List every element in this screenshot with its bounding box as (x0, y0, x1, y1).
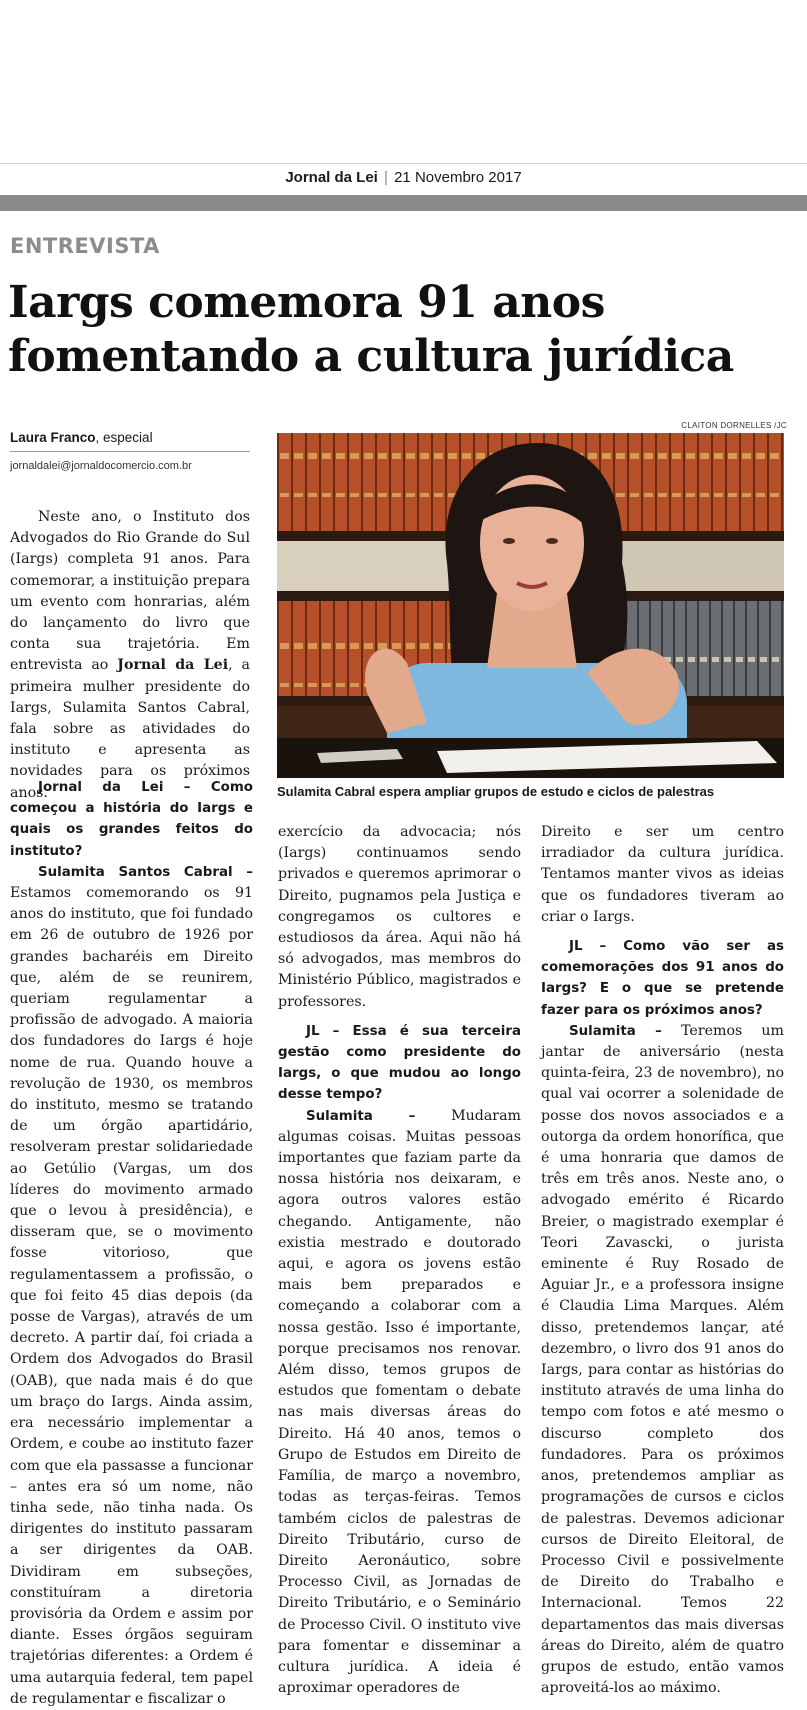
answer-2-text: Mudaram algumas coisas. Muitas pessoas importantes que faziam parte da nossa história nos deixaram, e agora outros valores estão chegando. Antigamente, não existia mestrado e doutorado aqui, e agora os jovens estão mais bem preparados e começando a colaborar com a nossa gestão. Isso é importante, porque precisamos nos renovar. Além disso, temos grupos de estudos que fomentam o debate nas mais diversas áreas do Direito. Há 40 anos, temos o Grupo de Estudos em Direito de Família, de março a novembro, todas as terças-feiras. Temos também ciclos de palestras de Direito Tributário, curso de Direito Aeronáutico, sobre Processo Civil, as Jornadas de Direito Tributário, e o Seminário de Processo Civil. O instituto vive para fomentar e disseminar a cultura jurídica. A ideia é aproximar operadores de (278, 1107, 521, 1697)
question-1: Jornal da Lei – Como começou a história do Iargs e quais os grandes feitos do instituto? (10, 780, 253, 859)
headline-line-2: fomentando a cultura jurídica (8, 331, 734, 382)
question-3: JL – Como vão ser as comemorações dos 91 anos do Iargs? E o que se pretende fazer para os próximos anos? (541, 939, 784, 1018)
headline-line-1: Iargs comemora 91 anos (8, 277, 605, 328)
author-email: jornaldalei@jornaldocomercio.com.br (10, 460, 192, 472)
answer-1-continued: exercício da advocacia; nós (Iargs) continuamos sendo privados e queremos aprimorar o Direito, pugnamos pela Justiça e congregamos os cultores e estudiosos da área. Aqui não há só advogados, mas membros do Ministério Público, magistrados e professores. (278, 824, 521, 1010)
answer-3-speaker: Sulamita – (569, 1023, 682, 1039)
headline (8, 276, 798, 384)
answer-2-speaker: Sulamita – (306, 1108, 452, 1124)
byline (10, 430, 250, 452)
intro-publication: Jornal da Lei (117, 657, 229, 674)
header-bar (0, 195, 807, 211)
interview-photo (277, 433, 784, 778)
article-column-3 (541, 822, 784, 1699)
article-column-2 (278, 822, 521, 1699)
masthead-separator: | (384, 169, 388, 186)
masthead (0, 163, 807, 192)
answer-1-text: Estamos comemorando os 91 anos do instituto, que foi fundado em 26 de outubro de 1926 por grandes bacharéis em Direito que, além de se reunirem, queriam regulamentar a profissão de advogado. A maioria dos fundadores do Iargs é hoje nome de rua. Quando houve a revolução de 1930, os membros do instituto, mesmo se tratando de um órgão apartidário, resolveram prestar solidariedade ao Getúlio (Vargas, um dos líderes do movimento armado que o levou à presidência), e disseram que, se o movimento fosse vitorioso, que regulamentassem a profissão, o que foi feito 45 dias depois (da posse de Vargas), através de um decreto. A partir daí, foi criada a Ordem dos Advogados do Brasil (OAB), que nada mais é do que um braço do Iargs. Ainda assim, era necessário implementar a Ordem, e coube ao instituto fazer com que ela passasse a funcionar – antes era só um nome, não tinha sede, não tinha nada. Os dirigentes do instituto passaram a ser dirigentes da OAB. Dividiram em subseções, constituíram a diretoria provisória da Ordem e assim por diante. Esses órgãos seguiram trajetórias diferentes: a Ordem é uma autarquia federal, tem papel de regulamentar e fiscalizar o (10, 885, 253, 1707)
intro-paragraph (10, 507, 250, 804)
photo-illustration (277, 433, 784, 778)
article-column-1 (10, 777, 253, 1710)
answer-3-text: Teremos um jantar de aniversário (nesta quinta-feira, 23 de novembro), no qual vai ocorrer a solenidade de posse dos novos associados e a outorga da ordem honorífica, que é uma honraria que damos de três em três anos. Neste ano, o advogado emérito é Ricardo Breier, o magistrado exemplar é Teori Zavascki, o jurista eminente é Ruy Rosado de Aguiar Jr., e a professora insigne é Claudia Lima Marques. Além disso, pretendemos lançar, até dezembro, o livro dos 91 anos do Iargs, para contar as histórias do instituto através de uma linha do tempo com fotos e até mesmo o discurso completo dos fundadores. Para os próximos anos, pretendemos ampliar as programações de cursos e ciclos de palestras. Devemos adicionar cursos de Direito Eleitoral, de Processo Civil e possivelmente de Direito do Trabalho e Internacional. Temos 22 departamentos das mais diversas áreas do Direito, além de quatro grupos de estudo, então vamos aproveitá-los ao máximo. (541, 1022, 784, 1697)
answer-2-continued: Direito e ser um centro irradiador da cultura jurídica. Tentamos manter vivos as ideias que os fundadores tiveram ao criar o Iargs. (541, 824, 784, 925)
photo-caption: Sulamita Cabral espera ampliar grupos de estudo e ciclos de palestras (277, 784, 715, 799)
intro-text-2: , a primeira mulher presidente do Iargs, Sulamita Santos Cabral, fala sobre as atividades do instituto e apresenta as novidades para os próximos anos. (10, 657, 250, 801)
author-role: , especial (95, 430, 153, 445)
author-name: Laura Franco (10, 430, 96, 445)
question-2: JL – Essa é sua terceira gestão como presidente do Iargs, o que mudou ao longo desse tempo? (278, 1023, 521, 1103)
photo-credit: CLAITON DORNELLES /JC (681, 421, 787, 430)
answer-1-speaker: Sulamita Santos Cabral – (38, 864, 253, 880)
section-label: ENTREVISTA (10, 234, 160, 258)
intro-text-1: Neste ano, o Instituto dos Advogados do Rio Grande do Sul (Iargs) completa 91 anos. Para comemorar, a instituição prepara um evento com honrarias, além do lançamento do livro que conta sua trajetória. Em entrevista ao (10, 509, 250, 674)
publication-name: Jornal da Lei (285, 169, 378, 186)
publication-date: 21 Novembro 2017 (394, 169, 522, 186)
